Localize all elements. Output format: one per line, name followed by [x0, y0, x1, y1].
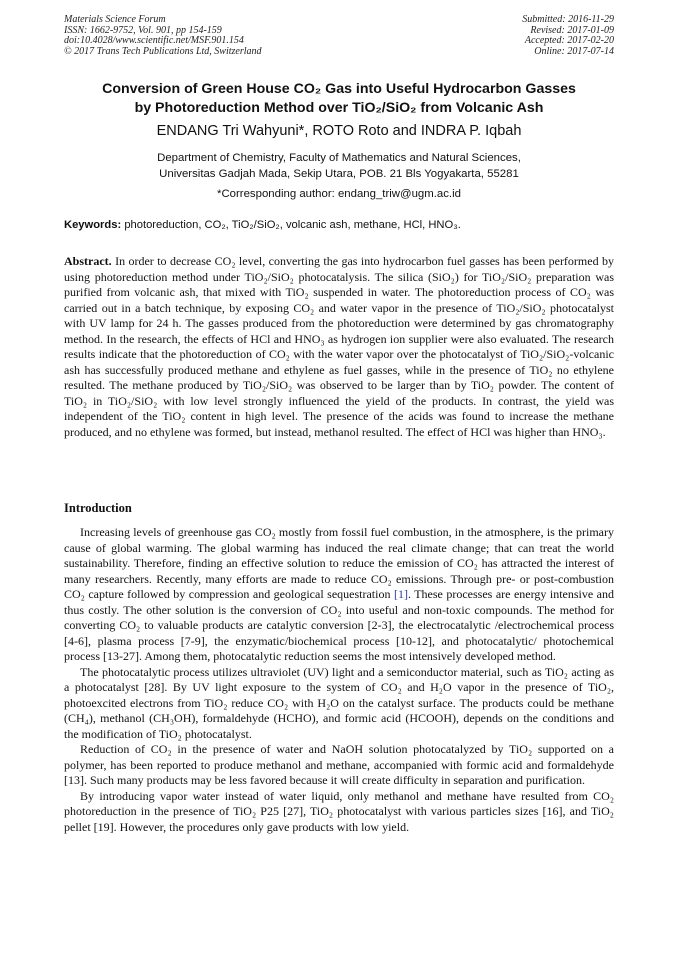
- paper-title: [40, 80, 638, 118]
- journal-copyright: © 2017 Trans Tech Publications Ltd, Switzerland: [64, 45, 262, 57]
- date-submitted: Submitted: 2016-11-29: [522, 14, 614, 25]
- intro-paragraph-4: By introducing vapor water instead of water liquid, only methanol and methane have resulted from CO₂ photoreduction in the presence of TiO₂ P25 [27], TiO₂ photocatalyst with various particles sizes [16], and TiO₂ pellet [19]. However, the procedures only gave products with low yield.: [64, 788, 614, 834]
- keywords-text: photoreduction, CO₂, TiO₂/SiO₂, volcanic ash, methane, HCl, HNO₃.: [124, 219, 461, 231]
- corresponding-author: *Corresponding author: endang_triw@ugm.ac.id: [217, 188, 461, 200]
- authors: ENDANG Tri Wahyuni*, ROTO Roto and INDRA P. Iqbah: [156, 123, 522, 139]
- journal-doi: doi:10.4028/www.scientific.net/MSF.901.154: [64, 35, 244, 46]
- affiliation-line-1: Department of Chemistry, Faculty of Mathematics and Natural Sciences,: [157, 152, 521, 164]
- date-revised: Revised: 2017-01-09: [530, 24, 614, 36]
- journal-name: Materials Science Forum: [64, 14, 166, 25]
- keywords-label: Keywords:: [64, 219, 122, 231]
- affiliation-line-2: Universitas Gadjah Mada, Sekip Utara, POB. 21 Bls Yogyakarta, 55281: [159, 167, 519, 180]
- intro-paragraph-1: [64, 525, 614, 665]
- abstract-label: Abstract.: [64, 254, 112, 268]
- affiliation: [40, 151, 638, 182]
- abstract: [64, 254, 614, 440]
- intro-paragraph-3: Reduction of CO₂ in the presence of water and NaOH solution photocatalyzed by TiO₂ supported on a polymer, has been reported to produce methanol and methane, accompanied with formic acid and formaldehyde [13]. Such many products may be less favored because it will create difficulty in separation and purification.: [64, 742, 614, 787]
- title-line-2: by Photoreduction Method over TiO₂/SiO₂ from Volcanic Ash: [134, 100, 544, 116]
- intro-paragraph-2: The photocatalytic process utilizes ultraviolet (UV) light and a semiconductor material, such as TiO₂ acting as a photocatalyst [28]. By UV light exposure to the system of CO₂ and H₂O vapor in the presence of TiO₂, photoexcited electrons from TiO₂ reduce CO₂ with H₂O on the catalyst surface. The products could be methane (CH₄), methanol (CH₃OH), formaldehyde (HCHO), and formic acid (HCOOH), depends on the conditions and the modification of TiO₂ photocatalyst.: [64, 664, 614, 741]
- journal-info: [64, 15, 262, 57]
- introduction-body: [64, 525, 614, 835]
- date-accepted: Accepted: 2017-02-20: [524, 35, 614, 46]
- intro-p1-text-a: Increasing levels of greenhouse gas CO₂ mostly from fossil fuel combustion, in the atmosphere, is the primary cause of global warming. The global warming has induced the real climate change; that can treat the world sustainability. Therefore, finding an effective solution to reduce the emission of CO₂ has attracted the interest of many researchers. Recently, many efforts are made to reduce CO₂ emissions. Through pre- or post-combustion CO₂ capture followed by compression and geological sequestration: [64, 525, 614, 601]
- submission-dates: [522, 15, 614, 57]
- keywords: [64, 218, 624, 232]
- abstract-text: In order to decrease CO₂ level, converting the gas into hydrocarbon fuel gasses has been performed by using photoreduction method under TiO₂/SiO₂ photocatalysis. The silica (SiO₂) for TiO₂/SiO₂ preparation was purified from volcanic ash, that mixed with TiO₂ suspended in water. The photoreduction process of CO₂ was carried out in a batch technique, by exposing CO₂ and water vapor in the presence of TiO₂/SiO₂ photocatalyst with UV lamp for 24 h. The gasses produced from the photoreduction were determined by gas chromatography method. In the research, the effects of HCl and HNO₃ as hydrogen ion supplier were also evaluated. The research results indicate that the photoreduction of CO₂ with the water vapor over the photocatalyst of TiO₂/SiO₂-volcanic ash has successfully produced methane and ethylene as fuel gasses, while in the presence of TiO₂ no ethylene resulted. The methane produced by TiO₂/SiO₂ was observed to be larger than by TiO₂ powder. The content of TiO₂ in TiO₂/SiO₂ with low level strongly influenced the yield of the products. In contrast, the yield was independent of the TiO₂ content in high level. The presence of the acids was found to increase the methane produced, and no ethylene was formed, but instead, methanol resulted. The effect of HCl was higher than HNO₃.: [64, 254, 614, 439]
- introduction-heading: Introduction: [64, 501, 132, 515]
- journal-issn: ISSN: 1662-9752, Vol. 901, pp 154-159: [64, 24, 222, 36]
- title-line-1: Conversion of Green House CO₂ Gas into Useful Hydrocarbon Gasses: [102, 81, 576, 97]
- citation-link[interactable]: [1]: [393, 587, 408, 601]
- date-online: Online: 2017-07-14: [534, 45, 614, 57]
- intro-p1-text-b: . These processes are energy intensive and thus costly. The other solution is the conversion of CO₂ into useful and non-toxic compounds. The method for converting CO₂ to valuable products are catalytic conversion [2-3], the electrocatalytic /electrochemical process [4-6], plasma process [7-9], the enzymatic/biochemical process [10-12], and photocatalytic/ photochemical process [13-27]. Among them, photocatalytic reduction seems the most intensively developed method.: [64, 587, 614, 663]
